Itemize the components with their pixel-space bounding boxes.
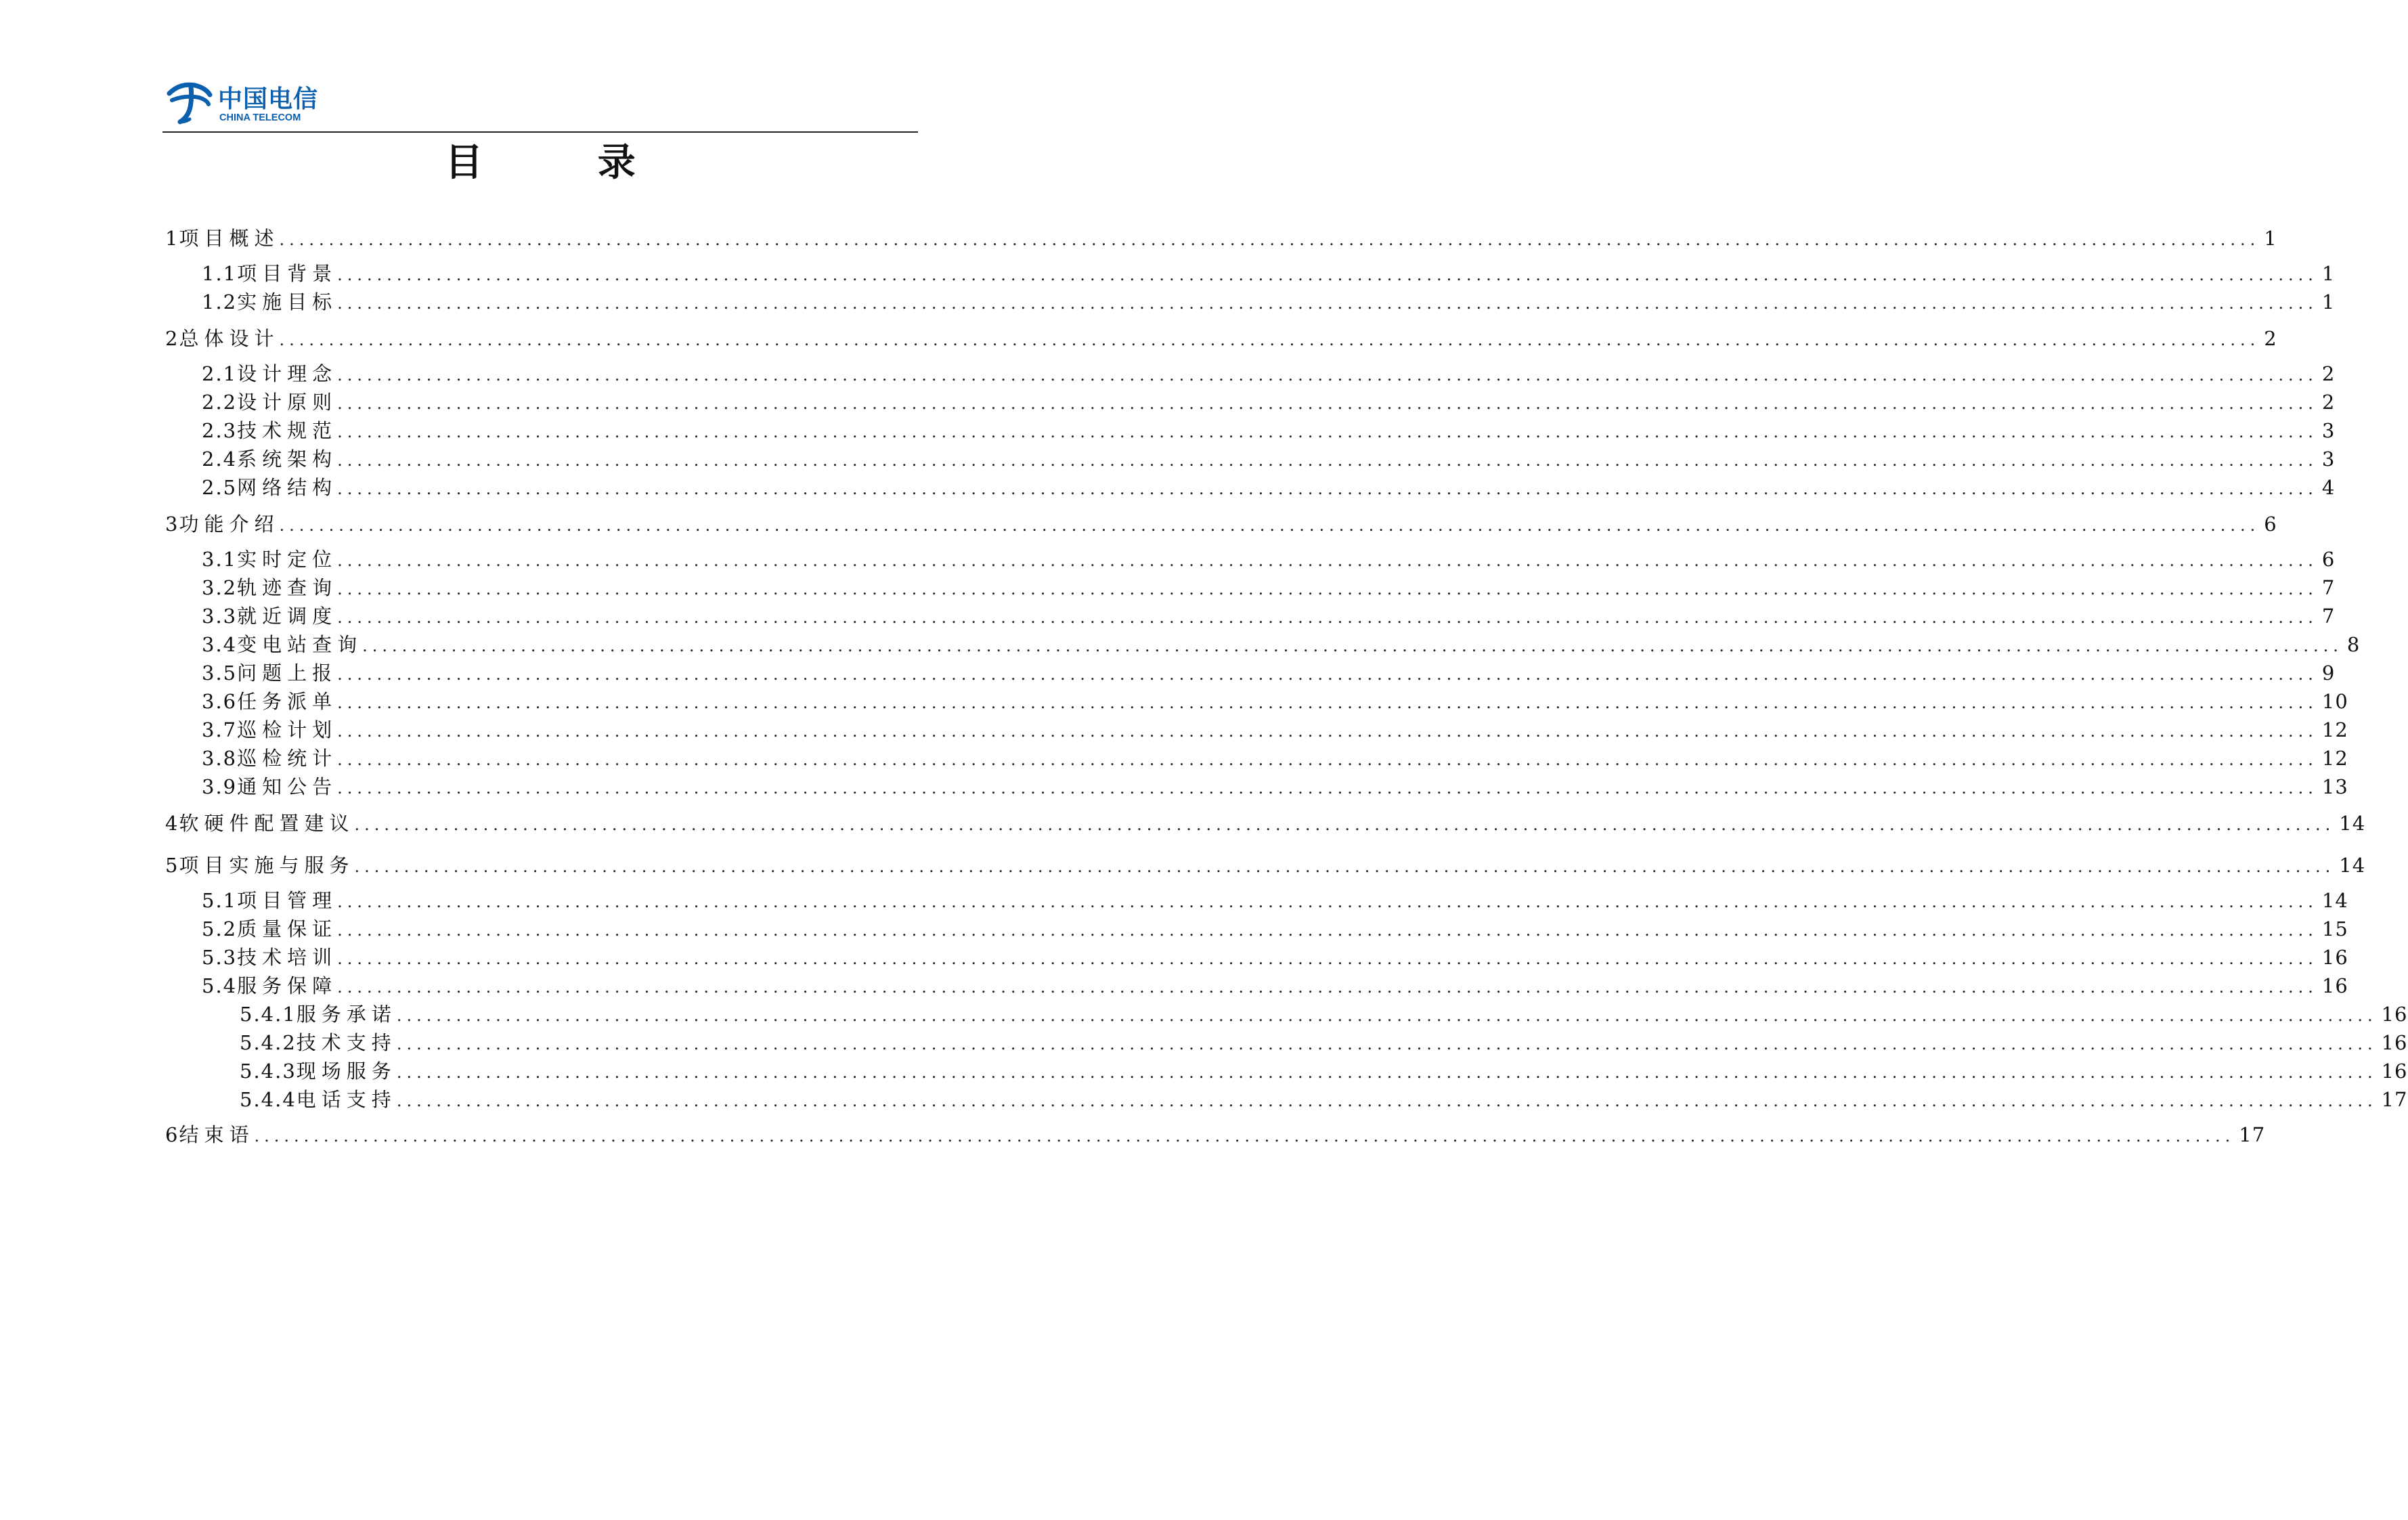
toc-title: 变电站查询 xyxy=(237,633,363,656)
toc-title: 项目管理 xyxy=(237,889,338,912)
toc-leader-dots: ........................................................................................................................................................................................................ xyxy=(337,978,2318,997)
toc-leader-dots: ........................................................................................................................................................................................................ xyxy=(337,394,2318,413)
toc-title: 任务派单 xyxy=(237,690,338,713)
toc-page-number: 4 xyxy=(2321,476,2336,499)
toc-leader-dots: ........................................................................................................................................................................................................ xyxy=(337,580,2318,599)
toc-entry[interactable] xyxy=(162,631,2361,658)
toc-entry[interactable] xyxy=(162,852,2366,879)
toc-entry[interactable] xyxy=(162,360,2336,387)
toc-entry[interactable] xyxy=(162,474,2336,501)
toc-leader-dots: ........................................................................................................................................................................................................ xyxy=(396,1035,2378,1054)
toc-title: 系统架构 xyxy=(237,448,338,471)
toc-number: 3.1 xyxy=(202,548,238,571)
toc-title: 问题上报 xyxy=(237,661,338,685)
toc-entry[interactable] xyxy=(162,688,2348,715)
toc-entry[interactable] xyxy=(162,603,2336,630)
toc-title: 通知公告 xyxy=(237,775,338,798)
toc-title: 轨迹查询 xyxy=(237,576,338,599)
toc-page-number: 7 xyxy=(2321,576,2336,599)
toc-page-number: 17 xyxy=(2381,1088,2408,1111)
toc-page-number: 14 xyxy=(2321,889,2348,912)
toc-leader-dots: ........................................................................................................................................................................................................ xyxy=(337,665,2318,684)
toc-entry[interactable] xyxy=(162,810,2366,837)
toc-title: 服务保障 xyxy=(237,974,338,997)
toc-number: 1.1 xyxy=(202,262,238,285)
toc-title: 功能介绍 xyxy=(179,513,280,536)
toc-page-number: 13 xyxy=(2321,775,2348,798)
toc-leader-dots: ........................................................................................................................................................................................................ xyxy=(337,451,2318,470)
toc-entry[interactable] xyxy=(162,389,2336,416)
toc-title: 项目概述 xyxy=(179,227,280,250)
toc-entry[interactable] xyxy=(162,1001,2408,1028)
toc-page-number: 16 xyxy=(2321,974,2348,997)
toc-number: 3.5 xyxy=(202,661,238,685)
toc-title: 技术支持 xyxy=(296,1031,397,1054)
toc-title: 服务承诺 xyxy=(296,1003,397,1026)
toc-title: 巡检统计 xyxy=(237,747,338,770)
toc-entry[interactable] xyxy=(162,745,2348,772)
toc-page-number: 1 xyxy=(2321,262,2336,285)
toc-leader-dots: ........................................................................................................................................................................................................ xyxy=(279,516,2260,535)
toc-number: 3.2 xyxy=(202,576,238,599)
toc-leader-dots: ........................................................................................................................................................................................................ xyxy=(337,551,2318,570)
toc-leader-dots: ........................................................................................................................................................................................................ xyxy=(337,750,2318,769)
toc-number: 2.5 xyxy=(202,476,238,499)
toc-number: 1.2 xyxy=(202,290,238,313)
toc-number: 3.7 xyxy=(202,718,238,741)
toc-title: 技术培训 xyxy=(237,946,338,969)
toc-page-number: 1 xyxy=(2321,290,2336,313)
toc-number: 5.1 xyxy=(202,889,238,912)
brand-name-en: CHINA TELECOM xyxy=(219,112,301,123)
toc-number: 3.9 xyxy=(202,775,238,798)
toc-page-number: 16 xyxy=(2381,1031,2408,1054)
toc-entry[interactable] xyxy=(162,944,2348,971)
toc-number: 5.4.2 xyxy=(240,1031,297,1054)
brand-name-cn: 中国电信 xyxy=(218,85,319,113)
toc-entry[interactable] xyxy=(162,659,2336,687)
toc-page-number: 2 xyxy=(2264,327,2277,350)
toc-number: 5.4 xyxy=(202,974,238,997)
toc-leader-dots: ........................................................................................................................................................................................................ xyxy=(254,1127,2235,1146)
toc-leader-dots: ........................................................................................................................................................................................................ xyxy=(337,779,2318,798)
toc-leader-dots: ........................................................................................................................................................................................................ xyxy=(396,1063,2378,1082)
toc-leader-dots: ........................................................................................................................................................................................................ xyxy=(279,230,2260,249)
toc-entry[interactable] xyxy=(162,887,2348,914)
toc-leader-dots: ........................................................................................................................................................................................................ xyxy=(362,636,2343,655)
toc-page-number: 8 xyxy=(2346,633,2361,656)
toc-title: 实施目标 xyxy=(237,290,338,313)
toc-number: 5.3 xyxy=(202,946,238,969)
toc-title: 结束语 xyxy=(179,1123,255,1146)
toc-title: 电话支持 xyxy=(296,1088,397,1111)
toc-number: 3.8 xyxy=(202,747,238,770)
toc-number: 4 xyxy=(165,812,179,835)
toc-leader-dots: ........................................................................................................................................................................................................ xyxy=(337,294,2318,313)
toc-number: 5.4.1 xyxy=(240,1003,297,1026)
toc-page-number: 12 xyxy=(2321,718,2348,741)
toc-leader-dots: ........................................................................................................................................................................................................ xyxy=(279,330,2260,349)
toc-number: 5.4.4 xyxy=(240,1088,297,1111)
toc-title: 设计原则 xyxy=(237,391,338,414)
toc-entry[interactable] xyxy=(162,446,2336,473)
toc-page-number: 16 xyxy=(2381,1060,2408,1083)
toc-title: 总体设计 xyxy=(179,327,280,350)
toc-title: 质量保证 xyxy=(237,917,338,940)
toc-number: 6 xyxy=(165,1123,179,1146)
toc-number: 5 xyxy=(165,854,179,877)
toc-number: 3.6 xyxy=(202,690,238,713)
toc-entry[interactable] xyxy=(162,1086,2408,1113)
toc-leader-dots: ........................................................................................................................................................................................................ xyxy=(337,921,2318,940)
toc-page-number: 9 xyxy=(2321,661,2336,685)
toc-page-number: 2 xyxy=(2321,391,2336,414)
toc-entry[interactable] xyxy=(162,546,2336,573)
toc-page-number: 7 xyxy=(2321,605,2336,628)
toc-title: 就近调度 xyxy=(237,605,338,628)
toc-leader-dots: ........................................................................................................................................................................................................ xyxy=(354,857,2336,876)
toc-entry[interactable] xyxy=(162,915,2348,942)
toc-entry[interactable] xyxy=(162,288,2336,316)
toc-number: 1 xyxy=(165,227,179,250)
toc-entry[interactable] xyxy=(162,773,2348,800)
toc-page-number: 17 xyxy=(2239,1123,2266,1146)
toc-number: 3 xyxy=(165,513,179,536)
toc-title: 软硬件配置建议 xyxy=(179,812,355,835)
toc-leader-dots: ........................................................................................................................................................................................................ xyxy=(337,892,2318,911)
toc-title: 网络结构 xyxy=(237,476,338,499)
toc-entry[interactable] xyxy=(162,574,2336,601)
toc-title: 巡检计划 xyxy=(237,718,338,741)
toc-leader-dots: ........................................................................................................................................................................................................ xyxy=(337,479,2318,498)
toc-title: 实时定位 xyxy=(237,548,338,571)
toc-page-number: 16 xyxy=(2381,1003,2408,1026)
toc-number: 2.2 xyxy=(202,391,238,414)
toc-number: 2 xyxy=(165,327,179,350)
toc-leader-dots: ........................................................................................................................................................................................................ xyxy=(396,1006,2378,1025)
toc-number: 3.3 xyxy=(202,605,238,628)
toc-leader-dots: ........................................................................................................................................................................................................ xyxy=(337,265,2318,284)
toc-title: 项目实施与服务 xyxy=(179,854,355,877)
toc-title: 设计理念 xyxy=(237,362,338,385)
toc-number: 5.2 xyxy=(202,917,238,940)
toc-entry[interactable] xyxy=(162,972,2348,999)
toc-page-number: 2 xyxy=(2321,362,2336,385)
toc-number: 5.4.3 xyxy=(240,1060,297,1083)
toc-leader-dots: ........................................................................................................................................................................................................ xyxy=(337,422,2318,441)
toc-leader-dots: ........................................................................................................................................................................................................ xyxy=(337,366,2318,385)
toc-page-number: 15 xyxy=(2321,917,2348,940)
toc-entry[interactable] xyxy=(162,225,2277,252)
toc-entry[interactable] xyxy=(162,716,2348,743)
toc-page-number: 6 xyxy=(2264,513,2277,536)
toc-leader-dots: ........................................................................................................................................................................................................ xyxy=(337,722,2318,741)
toc-page-number: 6 xyxy=(2321,548,2336,571)
toc-entry[interactable] xyxy=(162,1121,2266,1148)
toc-entry[interactable] xyxy=(162,511,2277,538)
toc-page-number: 14 xyxy=(2339,854,2366,877)
toc-page-number: 14 xyxy=(2339,812,2366,835)
toc-leader-dots: ........................................................................................................................................................................................................ xyxy=(337,608,2318,627)
page-title: 目 录 xyxy=(445,141,636,185)
toc-entry[interactable] xyxy=(162,417,2336,444)
toc-page-number: 3 xyxy=(2321,419,2336,442)
toc-number: 2.4 xyxy=(202,448,238,471)
toc-entry[interactable] xyxy=(162,325,2277,352)
toc-leader-dots: ........................................................................................................................................................................................................ xyxy=(337,693,2318,712)
toc-entry[interactable] xyxy=(162,260,2336,287)
toc-title: 技术规范 xyxy=(237,419,338,442)
toc-title: 现场服务 xyxy=(296,1060,397,1083)
toc-entry[interactable] xyxy=(162,1058,2408,1085)
toc-page-number: 1 xyxy=(2264,227,2277,250)
toc-number: 2.1 xyxy=(202,362,238,385)
table-of-contents xyxy=(162,0,2408,1520)
toc-leader-dots: ........................................................................................................................................................................................................ xyxy=(396,1091,2378,1110)
toc-page-number: 12 xyxy=(2321,747,2348,770)
toc-title: 项目背景 xyxy=(237,262,338,285)
toc-number: 3.4 xyxy=(202,633,238,656)
toc-leader-dots: ........................................................................................................................................................................................................ xyxy=(354,815,2336,834)
toc-entry[interactable] xyxy=(162,1029,2408,1056)
toc-page-number: 16 xyxy=(2321,946,2348,969)
toc-leader-dots: ........................................................................................................................................................................................................ xyxy=(337,949,2318,968)
toc-page-number: 10 xyxy=(2321,690,2348,713)
toc-page-number: 3 xyxy=(2321,448,2336,471)
toc-number: 2.3 xyxy=(202,419,238,442)
